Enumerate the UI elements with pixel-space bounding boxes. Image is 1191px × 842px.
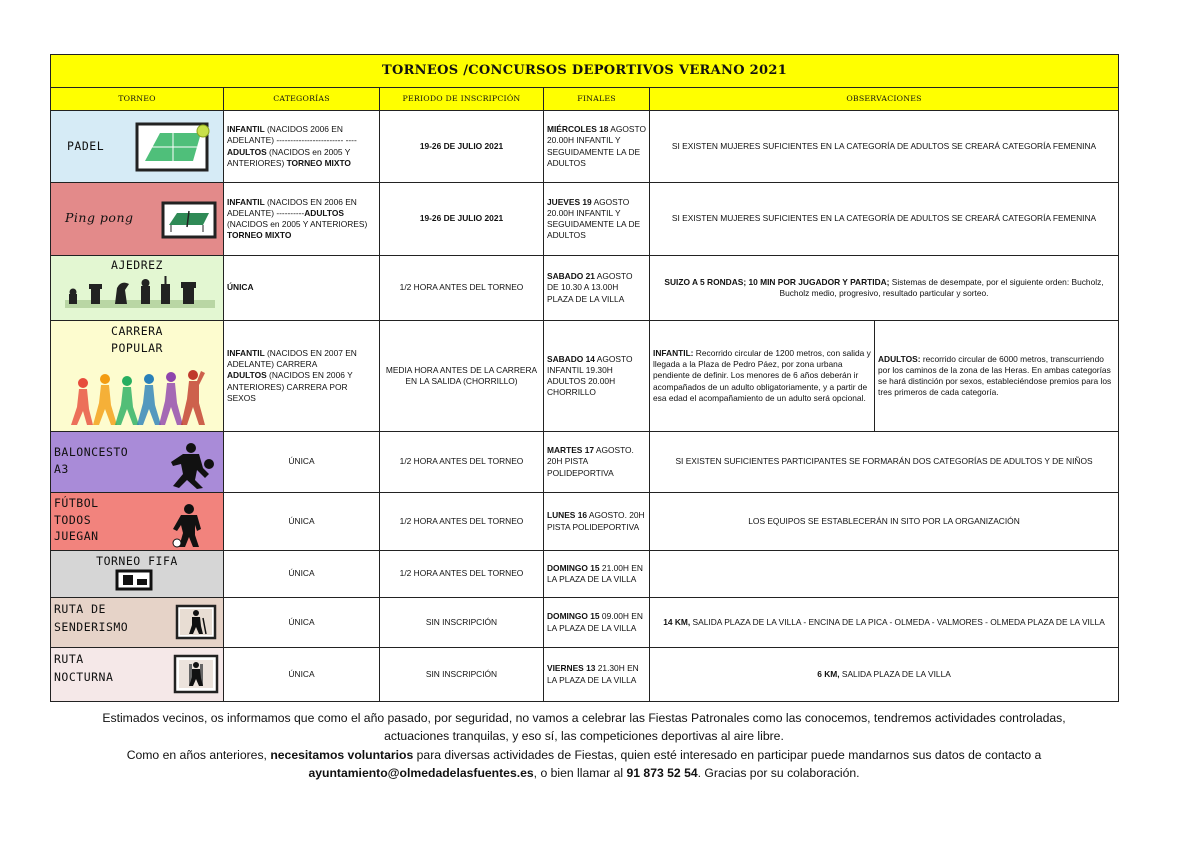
- period-baloncesto: 1/2 HORA ANTES DEL TORNEO: [380, 432, 544, 493]
- observations-carrera-infantil: INFANTIL: Recorrido circular de 1200 metros, con salida y llegada a la Plaza de Pedro Páez, por zona urbana pendiente de definir. Los menores de 6 años deberán ir acompañados de un adulto obligatoriamente, y a partir de esa edad el acompañamiento de un adulto será opcional.: [650, 321, 875, 432]
- categories-fifa: ÚNICA: [224, 551, 380, 598]
- finals-carrera: SABADO 14 AGOSTO INFANTIL 19.30H ADULTOS 20.00H CHORRILLO: [544, 321, 650, 432]
- finals-ajedrez: SABADO 21 AGOSTO DE 10.30 A 13.00H PLAZA DE LA VILLA: [544, 256, 650, 321]
- table-row-pingpong: [51, 183, 1119, 256]
- soccer-player-icon: [169, 503, 209, 549]
- categories-nocturna: ÚNICA: [224, 648, 380, 702]
- footer-line-2: actuaciones tranquilas, y eso sí, las competiciones deportivas al aire libre.: [384, 729, 784, 744]
- table-row-baloncesto: [51, 432, 1119, 493]
- finals-padel: MIÉRCOLES 18 AGOSTO 20.00H INFANTIL Y SEGUIDAMENTE LA DE ADULTOS: [544, 111, 650, 183]
- finals-futbol: LUNES 16 AGOSTO. 20H PISTA POLIDEPORTIVA: [544, 493, 650, 551]
- observations-baloncesto: SI EXISTEN SUFICIENTES PARTICIPANTES SE FORMARÁN DOS CATEGORÍAS DE ADULTOS Y DE NIÑOS: [650, 432, 1119, 493]
- night-hiker-icon: [173, 654, 221, 696]
- tournament-cell-pingpong: [51, 183, 224, 256]
- period-futbol: 1/2 HORA ANTES DEL TORNEO: [380, 493, 544, 551]
- period-nocturna: SIN INSCRIPCIÓN: [380, 648, 544, 702]
- period-senderismo: SIN INSCRIPCIÓN: [380, 598, 544, 648]
- header-finales: FINALES: [544, 88, 650, 111]
- chess-pieces-icon: [65, 274, 215, 310]
- period-padel: 19-26 DE JULIO 2021: [380, 111, 544, 183]
- game-console-icon: [115, 569, 155, 591]
- table-row-senderismo: [51, 598, 1119, 648]
- tournament-name-ajedrez: AJEDREZ: [111, 258, 163, 272]
- tournament-cell-ajedrez: [51, 256, 224, 321]
- header-observaciones: OBSERVACIONES: [650, 88, 1119, 111]
- footer-line-1: Estimados vecinos, os informamos que como el año pasado, por seguridad, no vamos a celebrar las Fiestas Patronales como las conocemos, tendremos actividades controladas,: [102, 711, 1066, 725]
- padel-court-icon: [135, 121, 215, 173]
- table-row-nocturna: [51, 648, 1119, 702]
- tournament-cell-senderismo: [51, 598, 224, 648]
- table-row-padel: [51, 111, 1119, 183]
- tournament-name-nocturna: RUTA NOCTURNA: [54, 652, 114, 684]
- tournament-name-carrera: CARRERA POPULAR: [111, 324, 163, 355]
- period-ajedrez: 1/2 HORA ANTES DEL TORNEO: [380, 256, 544, 321]
- tournaments-table: [50, 54, 1119, 702]
- basketball-player-icon: [169, 440, 219, 490]
- tournament-cell-futbol: [51, 493, 224, 551]
- tournament-cell-nocturna: [51, 648, 224, 702]
- header-categorias: CATEGORÍAS: [224, 88, 380, 111]
- tournament-name-pingpong: Ping pong: [65, 210, 134, 225]
- finals-senderismo: DOMINGO 15 09.00H EN LA PLAZA DE LA VILLA: [544, 598, 650, 648]
- categories-pingpong: INFANTIL (NACIDOS EN 2006 EN ADELANTE) ----------ADULTOS (NACIDOS en 2005 Y ANTERIORES) TORNEO MIXTO: [224, 183, 380, 256]
- tournament-cell-baloncesto: [51, 432, 224, 493]
- runners-icon: [63, 369, 213, 429]
- table-row-carrera: [51, 321, 1119, 432]
- period-pingpong: 19-26 DE JULIO 2021: [380, 183, 544, 256]
- tournament-name-baloncesto: BALONCESTO A3: [54, 445, 129, 476]
- tournament-name-senderismo: RUTA DE SENDERISMO: [54, 602, 129, 634]
- header-periodo: PERIODO DE INSCRIPCIÓN: [380, 88, 544, 111]
- footer-note: [50, 709, 1118, 782]
- categories-carrera: INFANTIL (NACIDOS EN 2007 EN ADELANTE) CARRERA ADULTOS (NACIDOS EN 2006 Y ANTERIORES) CARRERA POR SEXOS: [224, 321, 380, 432]
- table-row-ajedrez: [51, 256, 1119, 321]
- observations-carrera-adultos: ADULTOS: recorrido circular de 6000 metros, transcurriendo por los caminos de la zona de las Heras. En ambas categorías se hará distinción por sexos, estableciéndose premios para los tres primeros de cada categoría.: [875, 321, 1119, 432]
- tournament-cell-carrera: [51, 321, 224, 432]
- tournament-cell-fifa: [51, 551, 224, 598]
- tournament-name-futbol: FÚTBOL TODOS JUEGAN: [54, 496, 99, 544]
- table-row-fifa: [51, 551, 1119, 598]
- observations-padel: SI EXISTEN MUJERES SUFICIENTES EN LA CATEGORÍA DE ADULTOS SE CREARÁ CATEGORÍA FEMENINA: [650, 111, 1119, 183]
- categories-baloncesto: ÚNICA: [224, 432, 380, 493]
- finals-nocturna: VIERNES 13 21.30H EN LA PLAZA DE LA VILLA: [544, 648, 650, 702]
- tournament-name-fifa: TORNEO FIFA: [96, 554, 178, 568]
- tournament-name-padel: PADEL: [67, 139, 105, 153]
- categories-futbol: ÚNICA: [224, 493, 380, 551]
- footer-line-4: ayuntamiento@olmedadelasfuentes.es, o bien llamar al 91 873 52 54. Gracias por su colaboración.: [308, 765, 860, 780]
- observations-senderismo: 14 KM, SALIDA PLAZA DE LA VILLA - ENCINA DE LA PICA - OLMEDA - VALMORES - OLMEDA PLAZA DE LA VILLA: [650, 598, 1119, 648]
- observations-futbol: LOS EQUIPOS SE ESTABLECERÁN IN SITO POR LA ORGANIZACIÓN: [650, 493, 1119, 551]
- finals-baloncesto: MARTES 17 AGOSTO. 20H PISTA POLIDEPORTIVA: [544, 432, 650, 493]
- finals-pingpong: JUEVES 19 AGOSTO 20.00H INFANTIL Y SEGUIDAMENTE LA DE ADULTOS: [544, 183, 650, 256]
- finals-fifa: DOMINGO 15 21.00H EN LA PLAZA DE LA VILLA: [544, 551, 650, 598]
- table-title: TORNEOS /CONCURSOS DEPORTIVOS VERANO 2021: [51, 55, 1119, 88]
- tournament-cell-padel: [51, 111, 224, 183]
- observations-pingpong: SI EXISTEN MUJERES SUFICIENTES EN LA CATEGORÍA DE ADULTOS SE CREARÁ CATEGORÍA FEMENINA: [650, 183, 1119, 256]
- ping-pong-table-icon: [161, 201, 219, 241]
- observations-ajedrez: SUIZO A 5 RONDAS; 10 MIN POR JUGADOR Y PARTIDA; Sistemas de desempate, por el siguiente orden: Bucholz, Bucholz medio, progresivo, resultado particular y sorteo.: [650, 256, 1119, 321]
- footer-line-3: Como en años anteriores, necesitamos voluntarios para diversas actividades de Fiestas, quien esté interesado en participar puede mandarnos sus datos de contacto a: [126, 747, 1042, 762]
- header-torneo: TORNEO: [51, 88, 224, 111]
- categories-senderismo: ÚNICA: [224, 598, 380, 648]
- observations-fifa: [650, 551, 1119, 598]
- period-fifa: 1/2 HORA ANTES DEL TORNEO: [380, 551, 544, 598]
- table-row-futbol: [51, 493, 1119, 551]
- categories-padel: INFANTIL (NACIDOS 2006 EN ADELANTE) ------------------------ ----ADULTOS (NACIDOS en 2005 Y ANTERIORES) TORNEO MIXTO: [224, 111, 380, 183]
- hiker-icon: [175, 604, 219, 642]
- period-carrera: MEDIA HORA ANTES DE LA CARRERA EN LA SALIDA (CHORRILLO): [380, 321, 544, 432]
- observations-nocturna: 6 KM, SALIDA PLAZA DE LA VILLA: [650, 648, 1119, 702]
- categories-ajedrez: ÚNICA: [224, 256, 380, 321]
- contact-email[interactable]: ayuntamiento@olmedadelasfuentes.es: [308, 765, 534, 780]
- contact-phone: 91 873 52 54: [626, 765, 698, 780]
